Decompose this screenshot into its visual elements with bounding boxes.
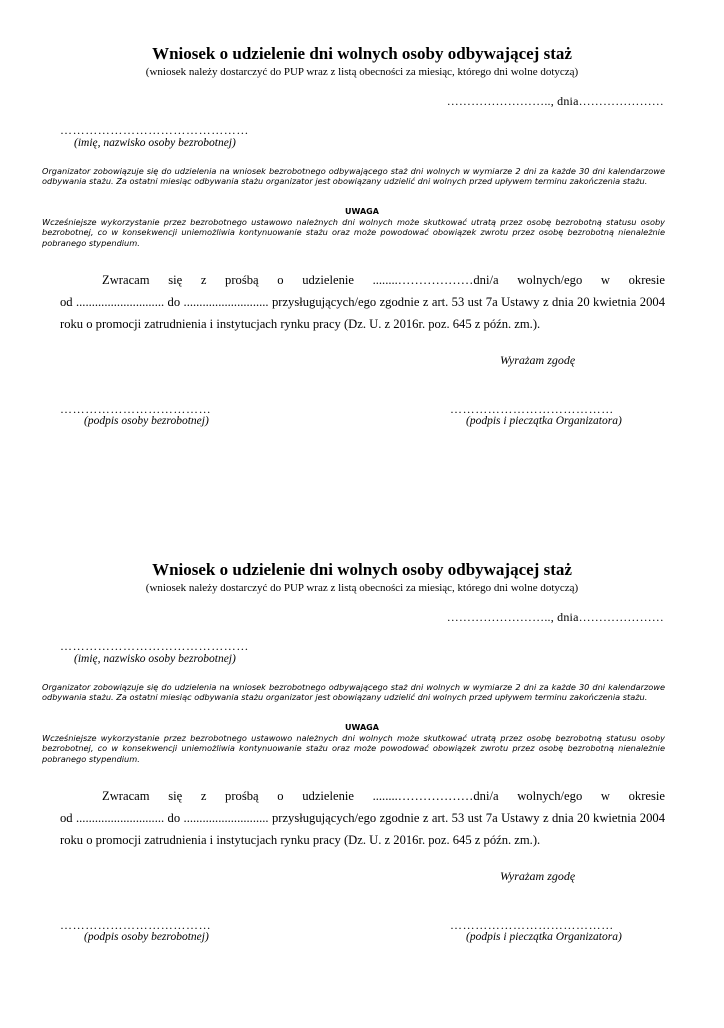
organizer-signature-caption: (podpis i pieczątka Organizatora) <box>466 931 622 943</box>
name-field[interactable]: ……………………………………… <box>60 639 249 653</box>
unemployed-signature-caption: (podpis osoby bezrobotnej) <box>84 931 209 943</box>
organizer-obligation-text: Organizator zobowiązuje się do udzielenia na wniosek bezrobotnego odbywającego staż dni wolnych w wymiarze 2 dni za każde 30 dni kalendarzowe odbywania stażu. Za ostatni miesiąc odbywania stażu organizator jest obowiązany udzielić dni wolnych przed upływem terminu zakończenia stażu. <box>42 166 665 187</box>
name-field-caption: (imię, nazwisko osoby bezrobotnej) <box>74 653 236 665</box>
form-title: Wniosek o udzielenie dni wolnych osoby odbywającej staż <box>152 44 572 63</box>
form-title: Wniosek o udzielenie dni wolnych osoby odbywającej staż <box>152 560 572 579</box>
request-paragraph <box>60 269 665 335</box>
place-date-field[interactable]: …………………….., dnia………………… <box>446 94 664 108</box>
request-form-top <box>0 0 724 512</box>
request-line-1: Zwracam się z prośbą o udzielenie ........………………dni/a wolnych/ego w okresie <box>102 789 665 803</box>
unemployed-signature-field[interactable]: ……………………………… <box>60 402 212 416</box>
request-line-2: od ............................ do ........................... przysługujących/ego zgodnie z art. 53 ust 7a Ustawy z dnia 20 kwietnia 2004 <box>60 295 665 309</box>
request-line-3: roku o promocji zatrudnienia i instytucjach rynku pracy (Dz. U. z 2016r. poz. 645 z późn. zm.). <box>60 317 541 331</box>
request-line-1: Zwracam się z prośbą o udzielenie ........………………dni/a wolnych/ego w okresie <box>102 273 665 287</box>
request-line-2: od ............................ do ........................... przysługujących/ego zgodnie z art. 53 ust 7a Ustawy z dnia 20 kwietnia 2004 <box>60 811 665 825</box>
warning-text: Wcześniejsze wykorzystanie przez bezrobotnego ustawowo należnych dni wolnych może skutkować utratą przez osobę bezrobotną statusu osoby bezrobotnej, co w konsekwencji uniemożliwia kontynuowanie stażu oraz może powodować obowiązek zwrotu przez osobę bezrobotną nienależnie pobranego stypendium. <box>42 217 665 248</box>
organizer-signature-field[interactable]: ………………………………… <box>450 402 614 416</box>
place-date-field[interactable]: …………………….., dnia………………… <box>446 610 664 624</box>
name-field[interactable]: ……………………………………… <box>60 123 249 137</box>
organizer-signature-field[interactable]: ………………………………… <box>450 918 614 932</box>
request-paragraph <box>60 785 665 851</box>
consent-label: Wyrażam zgodę <box>500 869 576 883</box>
warning-text: Wcześniejsze wykorzystanie przez bezrobotnego ustawowo należnych dni wolnych może skutkować utratą przez osobę bezrobotną statusu osoby bezrobotnej, co w konsekwencji uniemożliwia kontynuowanie stażu oraz może powodować obowiązek zwrotu przez osobę bezrobotną nienależnie pobranego stypendium. <box>42 733 665 764</box>
form-subtitle: (wniosek należy dostarczyć do PUP wraz z listą obecności za miesiąc, którego dni wolne dotyczą) <box>145 582 579 594</box>
organizer-signature-caption: (podpis i pieczątka Organizatora) <box>466 415 622 427</box>
name-field-caption: (imię, nazwisko osoby bezrobotnej) <box>74 137 236 149</box>
form-subtitle: (wniosek należy dostarczyć do PUP wraz z listą obecności za miesiąc, którego dni wolne dotyczą) <box>145 66 579 78</box>
unemployed-signature-caption: (podpis osoby bezrobotnej) <box>84 415 209 427</box>
consent-label: Wyrażam zgodę <box>500 353 576 367</box>
request-form-bottom <box>0 516 724 1028</box>
warning-heading: UWAGA <box>345 723 379 732</box>
unemployed-signature-field[interactable]: ……………………………… <box>60 918 212 932</box>
organizer-obligation-text: Organizator zobowiązuje się do udzielenia na wniosek bezrobotnego odbywającego staż dni wolnych w wymiarze 2 dni za każde 30 dni kalendarzowe odbywania stażu. Za ostatni miesiąc odbywania stażu organizator jest obowiązany udzielić dni wolnych przed upływem terminu zakończenia stażu. <box>42 682 665 703</box>
warning-heading: UWAGA <box>345 207 379 216</box>
request-line-3: roku o promocji zatrudnienia i instytucjach rynku pracy (Dz. U. z 2016r. poz. 645 z późn. zm.). <box>60 833 541 847</box>
